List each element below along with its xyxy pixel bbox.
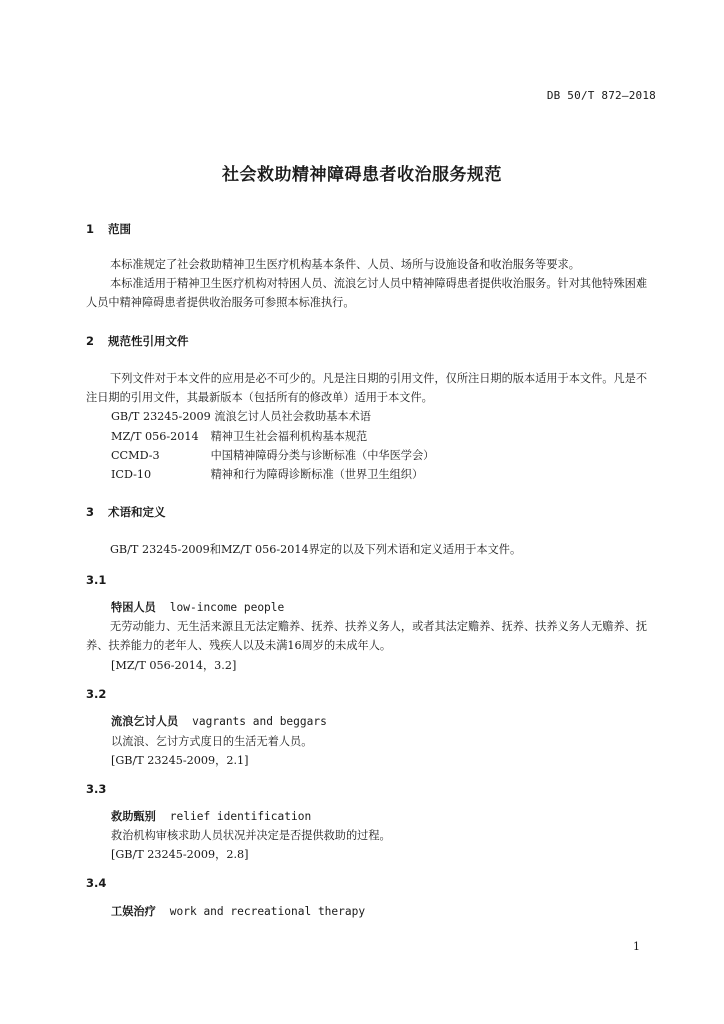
term-english: vagrants and beggars bbox=[192, 715, 327, 728]
term-definition: 以流浪、乞讨方式度日的生活无着人员。 bbox=[111, 735, 313, 748]
term-source: [GB/T 23245-2009，2.1] bbox=[111, 754, 249, 767]
page-number: 1 bbox=[633, 940, 640, 953]
section-number: 1 bbox=[86, 222, 95, 236]
term-heading bbox=[111, 903, 365, 919]
term-definition: 无劳动能力、无生活来源且无法定赡养、抚养、扶养义务人，或者其法定赡养、抚养、扶养义务人无赡养、抚养、扶养能力的老年人、残疾人以及未满16周岁的未成年人。 bbox=[86, 620, 648, 652]
section-number: 2 bbox=[86, 334, 95, 348]
reference-item bbox=[111, 466, 423, 482]
document-number: DB 50/T 872—2018 bbox=[546, 89, 656, 102]
term-heading bbox=[111, 808, 311, 824]
reference-item bbox=[111, 447, 434, 463]
reference-item bbox=[111, 408, 371, 424]
term-chinese: 救助甄别 bbox=[111, 810, 156, 823]
terms-intro-paragraph: GB/T 23245-2009和MZ/T 056-2014界定的以及下列术语和定义适用于本文件。 bbox=[110, 543, 522, 556]
reference-code: GB/T 23245-2009 bbox=[111, 410, 211, 423]
section-heading-terms-definitions bbox=[86, 504, 166, 520]
term-source: [MZ/T 056-2014，3.2] bbox=[111, 659, 237, 672]
section-heading-normative-references bbox=[86, 333, 189, 349]
term-chinese: 特困人员 bbox=[111, 601, 156, 614]
reference-code: ICD-10 bbox=[111, 468, 152, 481]
term-number: 3.1 bbox=[86, 573, 107, 587]
section-number: 3 bbox=[86, 505, 95, 519]
term-heading bbox=[111, 713, 327, 729]
references-paragraph: 下列文件对于本文件的应用是必不可少的。凡是注日期的引用文件，仅所注日期的版本适用于本文件。凡是不注日期的引用文件，其最新版本（包括所有的修改单）适用于本文件。 bbox=[86, 372, 648, 404]
term-number: 3.4 bbox=[86, 876, 107, 890]
section-heading-scope bbox=[86, 221, 131, 237]
term-source: [GB/T 23245-2009，2.8] bbox=[111, 848, 249, 861]
term-english: work and recreational therapy bbox=[169, 905, 366, 918]
term-chinese: 工娱治疗 bbox=[111, 905, 156, 918]
section-title: 规范性引用文件 bbox=[108, 334, 189, 348]
term-chinese: 流浪乞讨人员 bbox=[111, 715, 179, 728]
reference-title: 中国精神障碍分类与诊断标准（中华医学会） bbox=[210, 449, 435, 462]
reference-code: CCMD-3 bbox=[111, 449, 160, 462]
term-number: 3.2 bbox=[86, 687, 107, 701]
term-english: relief identification bbox=[169, 810, 312, 823]
reference-title: 精神卫生社会福利机构基本规范 bbox=[210, 430, 368, 443]
reference-title: 精神和行为障碍诊断标准（世界卫生组织） bbox=[210, 468, 424, 481]
document-title: 社会救助精神障碍患者收治服务规范 bbox=[222, 165, 502, 185]
term-english: low-income people bbox=[169, 601, 285, 614]
reference-code: MZ/T 056-2014 bbox=[111, 430, 199, 443]
reference-title: 流浪乞讨人员社会救助基本术语 bbox=[214, 410, 371, 423]
term-number: 3.3 bbox=[86, 782, 107, 796]
section-title: 范围 bbox=[108, 222, 131, 236]
scope-paragraph-1: 本标准规定了社会救助精神卫生医疗机构基本条件、人员、场所与设施设备和收治服务等要求。 bbox=[110, 258, 580, 271]
term-heading bbox=[111, 599, 284, 615]
scope-paragraph-2: 本标准适用于精神卫生医疗机构对特困人员、流浪乞讨人员中精神障碍患者提供收治服务。针对其他特殊困难人员中精神障碍患者提供收治服务可参照本标准执行。 bbox=[86, 277, 648, 309]
reference-item bbox=[111, 428, 367, 444]
term-definition: 救治机构审核求助人员状况并决定是否提供救助的过程。 bbox=[111, 829, 391, 842]
section-title: 术语和定义 bbox=[108, 505, 166, 519]
